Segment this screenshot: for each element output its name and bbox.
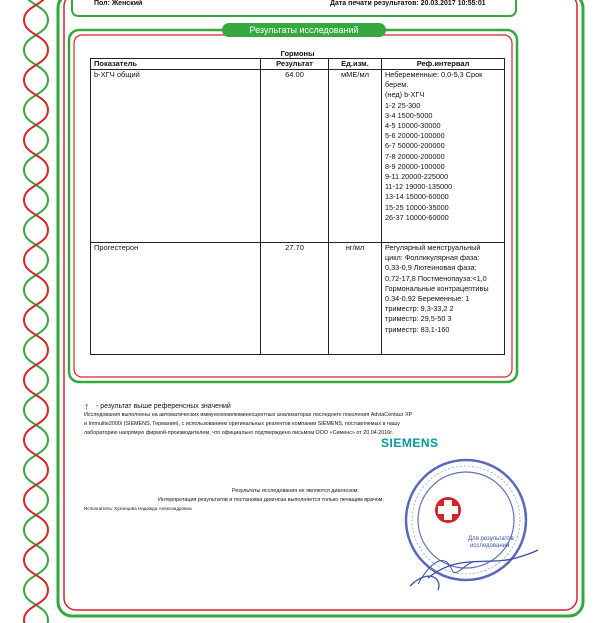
arrow-up-icon: ↑ (84, 401, 90, 413)
col-header-unit: Ед.изм. (329, 59, 382, 70)
ref-line: 0,33-0,9 Лютеиновая фаза: (385, 263, 477, 273)
lab-stamp (398, 458, 543, 593)
ref-line: 6-7 50000-200000 (385, 141, 445, 151)
ref-line: 9-11 20000-225000 (385, 172, 449, 182)
ref-line: 8-9 20000-100000 (385, 161, 445, 171)
row-unit: нг/мл (329, 243, 382, 355)
ref-line: 7-8 20000-200000 (385, 151, 445, 161)
equipment-note (84, 411, 504, 438)
row-ref-interval (382, 243, 505, 355)
row-ref-interval (382, 70, 505, 243)
col-header-result: Результат (261, 59, 329, 70)
group-title: Гормоны (280, 49, 315, 58)
ref-line: 4-5 10000-30000 (385, 121, 441, 131)
siemens-logo: SIEMENS (381, 436, 439, 450)
ref-line: 3-4 1500-5000 (385, 110, 433, 120)
stamp-text (468, 536, 516, 549)
ref-line: берем. (385, 80, 409, 90)
ref-line: триместр: 9,3-33,2 2 (385, 304, 454, 314)
stamp-text-line-2: исследований (470, 543, 510, 549)
gender-label: Пол: Женский (94, 0, 143, 7)
section-title: Результаты исследований (222, 23, 386, 37)
row-result: 27.70 (261, 243, 329, 355)
table-row (91, 70, 505, 243)
ref-line: Гормональные контрацептивы (385, 283, 489, 293)
table-row (91, 243, 505, 355)
table-header-row (91, 59, 505, 70)
ref-line: 15-25 10000-35000 (385, 202, 449, 212)
results-table (90, 49, 505, 355)
ref-line: цикл: Фолликулярная фаза: (385, 253, 480, 263)
executor-label: Исполнитель: Кузнецова Надежда Александровна (84, 506, 192, 511)
braid-ornament (24, 0, 48, 623)
signature-mark (410, 550, 538, 590)
row-unit: мМЕ/мл (329, 70, 382, 243)
table-group-row (91, 49, 505, 59)
ref-line: (нед) b-ХГЧ (385, 90, 425, 100)
legend-text: - результат выше референсных значений (96, 403, 231, 410)
ref-line: 5-6 20000-100000 (385, 131, 445, 141)
ref-line: Регулярный менструальный (385, 243, 481, 252)
equipment-line: и Immulite2000i (SIEMENS, Германия), с использованием оригинальных реагентов компании SIEMENS, поставляемых в нашу (84, 421, 400, 427)
ref-line: 13-14 15000-60000 (385, 192, 449, 202)
row-name: Прогестерон (91, 243, 261, 355)
row-result: 64.00 (261, 70, 329, 243)
col-header-ref: Реф.интервал (382, 59, 505, 70)
ref-line: 1-2 25-300 (385, 100, 421, 110)
ref-line: триместр: 83,1-160 (385, 324, 450, 334)
ref-line: 11-12 19000-135000 (385, 182, 453, 192)
red-cross-icon (435, 497, 461, 523)
disclaimer-1: Результаты исследования не являются диагнозом. (232, 488, 359, 494)
ref-line: 0,72-17,8 Постменопауза:<1,0 (385, 273, 487, 283)
col-header-name: Показатель (91, 59, 261, 70)
ref-line: 0.34-0.92 Беременные: 1 (385, 294, 470, 304)
disclaimer-2: Интерпретация результатов и постановка диагноза выполняется только лечащим врачом. (158, 497, 384, 503)
stamp-text-line-1: Для результатов (468, 536, 514, 542)
equipment-line: Исследования выполнены на автоматических иммунохемилюминесцентных анализаторах последнего поколения AdviaCentaur XP (84, 412, 413, 418)
equipment-line: лабораторию напрямую фирмой-производителем, что официально подтверждено письмом ООО «Сименс» от 20.04.2016г. (84, 430, 394, 436)
row-name: b-ХГЧ общий (91, 70, 261, 243)
ref-line: Небеременные: 0,0-5,3 Срок (385, 70, 483, 79)
ref-line: 26-37 10000-60000 (385, 212, 449, 222)
ref-line: триместр: 29,5-50 3 (385, 314, 452, 324)
print-date-label: Дата печати результатов: 20.03.2017 10:55:01 (330, 0, 486, 7)
